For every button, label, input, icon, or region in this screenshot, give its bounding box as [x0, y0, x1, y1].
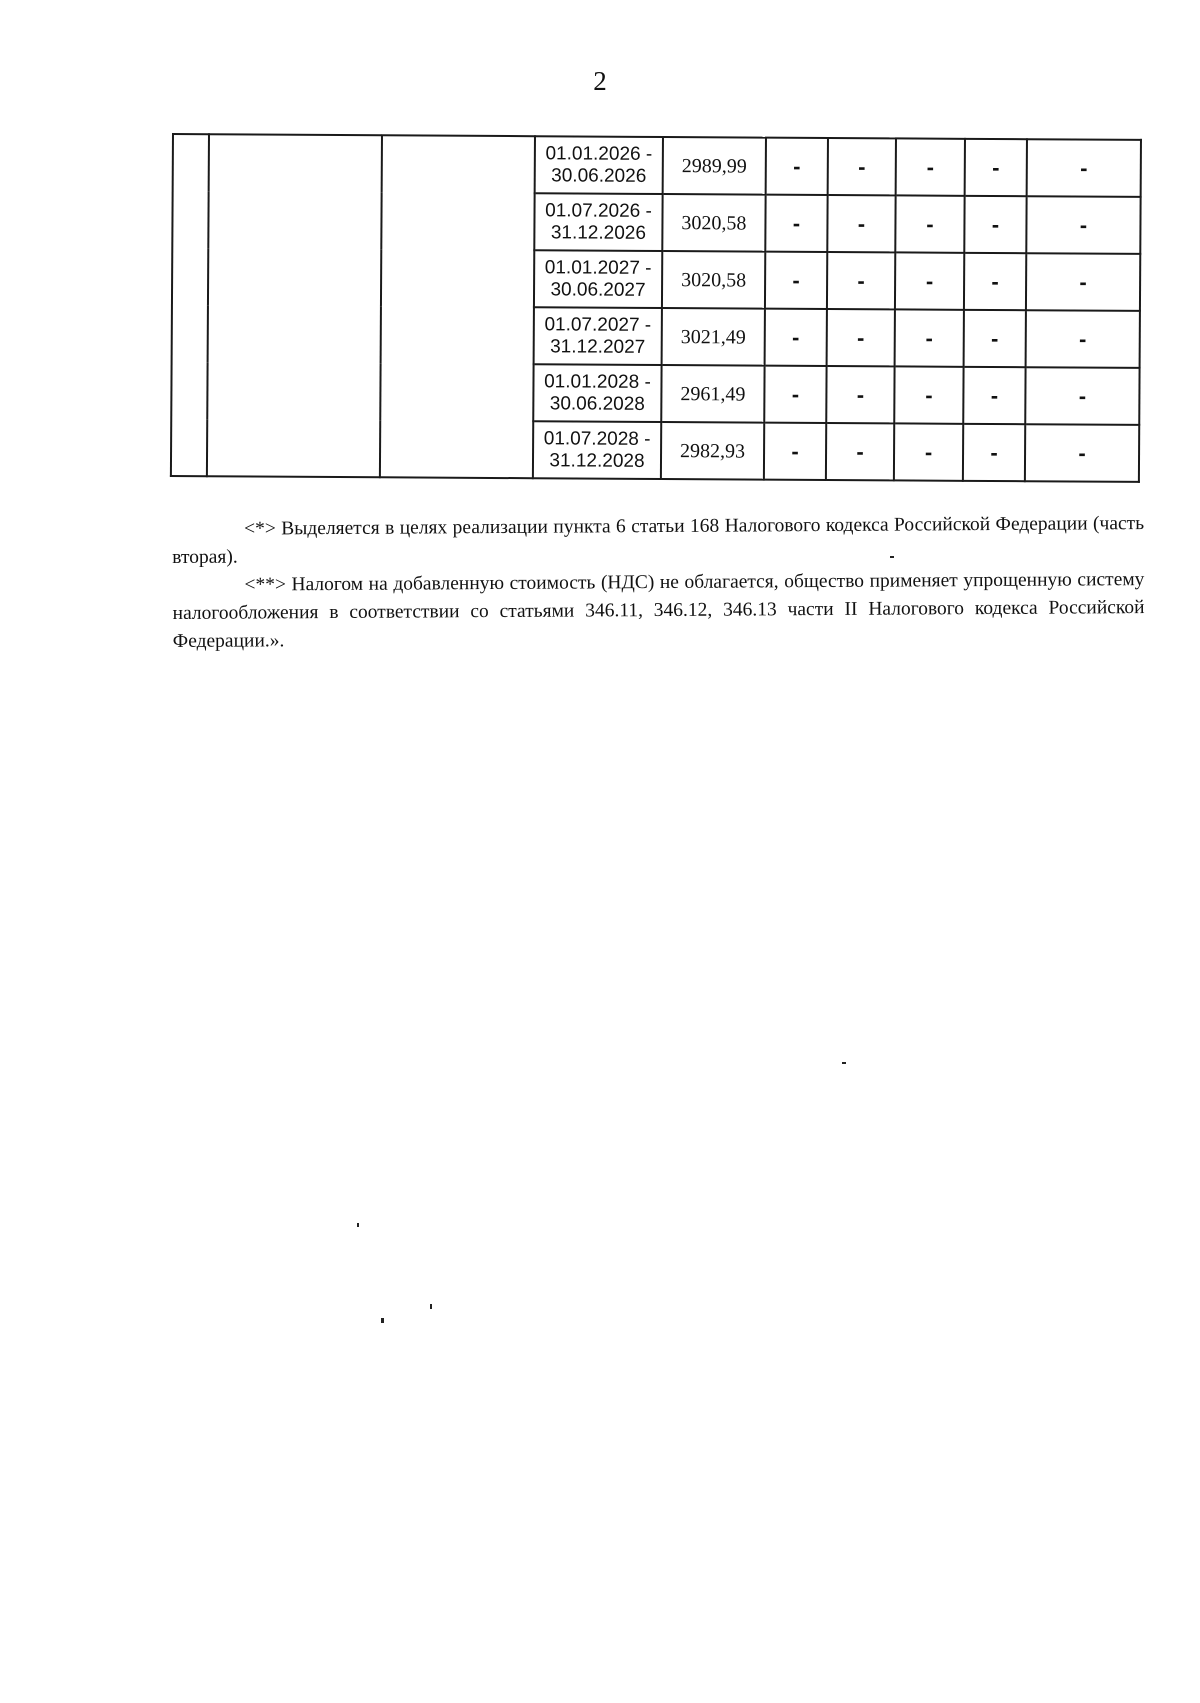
period-start: 01.01.2028 -: [544, 370, 651, 393]
period-cell: [534, 307, 662, 365]
period-end: 31.12.2026: [550, 221, 647, 244]
dash-cell: -: [1026, 253, 1140, 311]
tariff-value: 3020,58: [662, 251, 765, 309]
dash-cell: -: [894, 423, 963, 480]
dash-cell: -: [1026, 196, 1140, 254]
dash-cell: -: [894, 366, 963, 423]
tariff-value: 3021,49: [662, 308, 765, 366]
dash-cell: -: [963, 424, 1025, 481]
scan-speck: [381, 1318, 384, 1323]
dash-cell: -: [1026, 310, 1140, 368]
dash-cell: -: [1025, 424, 1139, 482]
period-end: 30.06.2026: [551, 164, 647, 187]
blank-type-cell: [380, 135, 535, 478]
table-body: [171, 134, 1141, 482]
dash-cell: -: [765, 309, 827, 366]
period-end: 31.12.2027: [550, 335, 646, 358]
blank-number-cell: [171, 134, 209, 476]
dash-cell: -: [826, 366, 894, 423]
dash-cell: -: [826, 423, 894, 480]
dash-cell: -: [764, 423, 826, 480]
dash-cell: -: [765, 195, 827, 252]
period-start: 01.01.2026 -: [545, 142, 653, 165]
dash-cell: -: [895, 252, 964, 309]
page-number: 2: [593, 66, 607, 96]
scan-speck: [357, 1223, 359, 1227]
dash-cell: -: [827, 195, 895, 252]
tariff-value: 2961,49: [661, 365, 764, 423]
period-cell: [534, 193, 662, 251]
dash-cell: -: [963, 367, 1025, 424]
table-row: [173, 134, 1141, 197]
dash-cell: -: [764, 366, 826, 423]
dash-cell: -: [895, 195, 964, 252]
scan-speck: [842, 1062, 846, 1064]
dash-cell: -: [964, 253, 1026, 310]
dash-cell: -: [766, 138, 828, 195]
period-cell: [534, 250, 662, 308]
dash-cell: -: [896, 138, 965, 195]
footnotes: [172, 510, 1145, 656]
dash-cell: -: [1027, 139, 1141, 197]
dash-cell: -: [964, 310, 1026, 367]
dash-cell: -: [895, 309, 964, 366]
tariff-table: [170, 133, 1142, 483]
dash-cell: -: [827, 309, 895, 366]
period-start: 01.07.2026 -: [545, 199, 652, 222]
period-cell: [535, 136, 663, 194]
period-end: 30.06.2027: [550, 278, 646, 301]
tariff-value: 2989,99: [663, 137, 766, 195]
dash-cell: -: [965, 139, 1027, 196]
tariff-value: 3020,58: [662, 194, 765, 252]
tariff-value: 2982,93: [661, 422, 764, 480]
period-start: 01.07.2027 -: [544, 313, 652, 336]
dash-cell: -: [765, 252, 827, 309]
scan-speck: [890, 556, 894, 558]
dash-cell: -: [1025, 367, 1139, 425]
footnote-1: <*> Выделяется в целях реализации пункта 6 статьи 168 Налогового кодекса Российской Федерации (часть вторая).: [172, 513, 1145, 568]
period-end: 31.12.2028: [549, 449, 645, 472]
dash-cell: -: [828, 138, 896, 195]
period-start: 01.07.2028 -: [543, 427, 651, 450]
blank-name-cell: [207, 134, 382, 477]
period-cell: [533, 421, 661, 479]
period-end: 30.06.2028: [549, 392, 645, 415]
period-start: 01.01.2027 -: [544, 256, 652, 279]
period-cell: [533, 364, 661, 422]
dash-cell: -: [827, 252, 895, 309]
footnote-2: <**> Налогом на добавленную стоимость (НДС) не облагается, общество применяет упрощенную систему налогообложения в соответствии со статьями 346.11, 346.12, 346.13 части II Налогового кодекса Российской Федерации.».: [172, 569, 1145, 652]
scan-speck: [430, 1304, 432, 1309]
dash-cell: -: [964, 196, 1026, 253]
